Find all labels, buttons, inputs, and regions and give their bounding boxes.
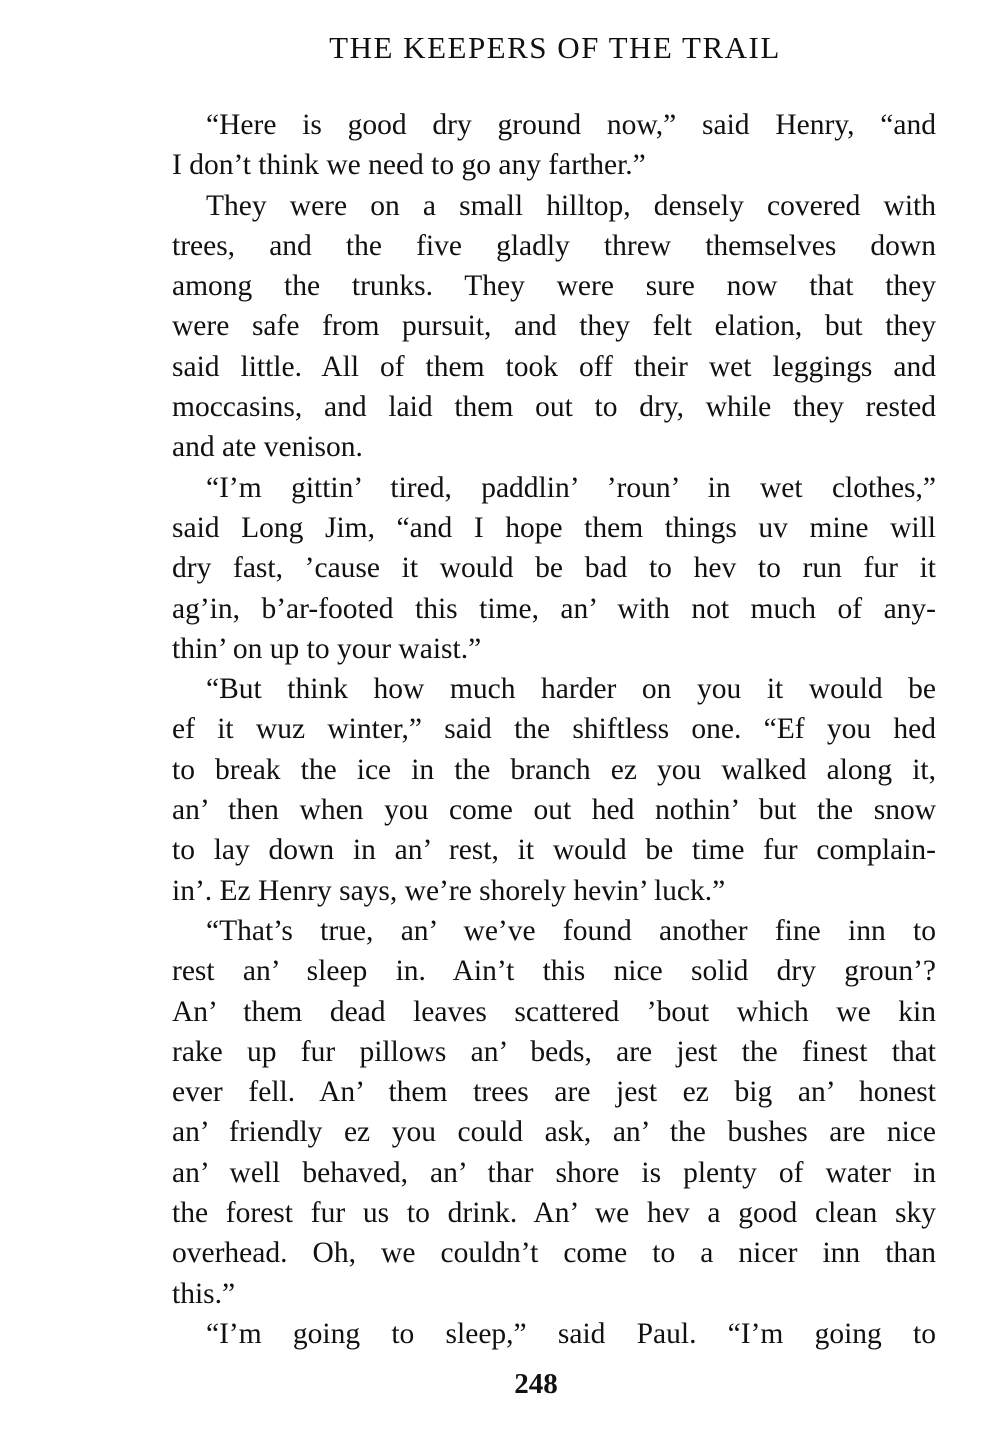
text-line: ef it wuz winter,” said the shiftless one. “Ef you hed [172,713,936,746]
text-line: An’ them dead leaves scattered ’bout which we kin [172,995,936,1028]
paragraph [172,186,936,468]
text-line: said little. All of them took off their wet leggings and [172,350,936,383]
running-head: THE KEEPERS OF THE TRAIL [329,30,781,65]
text-line: “Here is good dry ground now,” said Henry, “and [206,109,936,141]
text-line: moccasins, and laid them out to dry, while they rested [172,391,936,424]
text-line: this.” [172,1277,236,1310]
text-line: an’ well behaved, an’ thar shore is plenty of water in [172,1156,936,1189]
body-text [172,105,936,1354]
text-line: ag’in, b’ar-footed this time, an’ with not much of any- [172,592,936,625]
text-line: thin’ on up to your waist.” [172,632,482,665]
text-line: ever fell. An’ them trees are jest ez big an’ honest [172,1076,936,1109]
text-line: an’ then when you come out hed nothin’ but the snow [172,794,936,827]
paragraph [172,1314,936,1354]
text-line: “I’m gittin’ tired, paddlin’ ’roun’ in wet clothes,” [206,471,936,504]
paragraph [172,468,936,669]
text-line: to lay down in an’ rest, it would be time fur complain- [172,834,936,867]
text-line: among the trunks. They were sure now that they [172,270,936,303]
paragraph [172,911,936,1314]
text-line: the forest fur us to drink. An’ we hev a good clean sky [172,1197,936,1230]
text-line: in’. Ez Henry says, we’re shorely hevin’ luck.” [172,874,726,907]
text-line: were safe from pursuit, and they felt elation, but they [172,310,936,343]
paragraph [172,105,936,186]
text-line: They were on a small hilltop, densely covered with [206,189,936,222]
text-line: I don’t think we need to go any farther.” [172,149,646,182]
page-number: 248 [514,1368,558,1400]
paragraph [172,669,936,911]
text-line: an’ friendly ez you could ask, an’ the bushes are nice [172,1116,936,1149]
text-line: rake up fur pillows an’ beds, are jest the finest that [172,1035,936,1068]
text-line: trees, and the five gladly threw themselves down [172,229,936,262]
text-line: “I’m going to sleep,” said Paul. “I’m going to [206,1317,936,1350]
text-line: overhead. Oh, we couldn’t come to a nicer inn than [172,1237,936,1270]
text-line: and ate venison. [172,431,363,464]
text-line: said Long Jim, “and I hope them things uv mine will [172,511,936,544]
text-line: to break the ice in the branch ez you walked along it, [172,753,936,786]
text-line: dry fast, ’cause it would be bad to hev to run fur it [172,552,936,585]
text-line: rest an’ sleep in. Ain’t this nice solid dry groun’? [172,955,936,988]
text-line: “That’s true, an’ we’ve found another fine inn to [206,914,936,947]
text-line: “But think how much harder on you it would be [206,673,936,706]
